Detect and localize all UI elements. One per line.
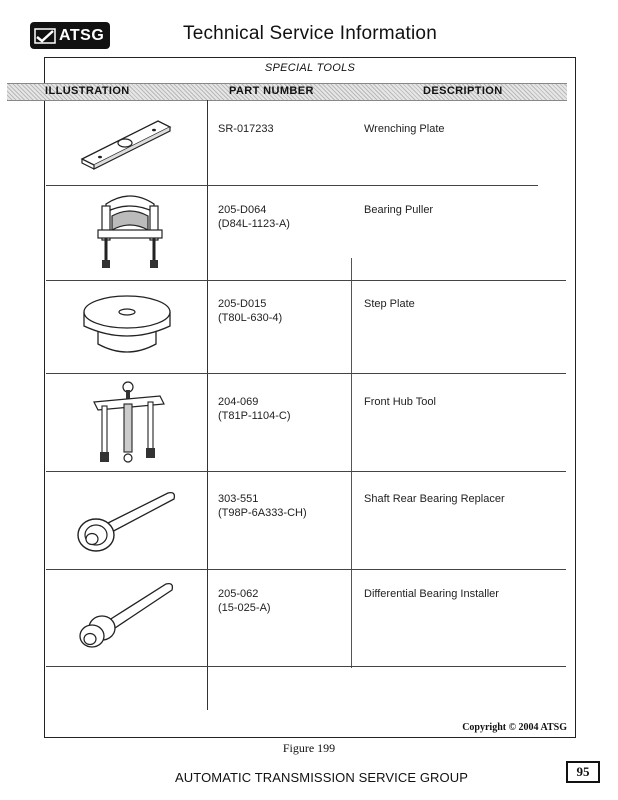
part-number: 205-D064 (D84L-1123-A)	[218, 204, 290, 230]
column-header-illustration: ILLUSTRATION	[45, 85, 130, 97]
description: Step Plate	[364, 298, 415, 310]
page-number: 95	[566, 761, 600, 783]
description: Wrenching Plate	[364, 123, 445, 135]
footer-text: AUTOMATIC TRANSMISSION SERVICE GROUP	[175, 770, 469, 785]
description: Shaft Rear Bearing Replacer	[364, 493, 505, 505]
bearing-puller-icon	[96, 190, 164, 272]
part-number: 205-D015 (T80L-630-4)	[218, 298, 283, 324]
part-number: 204-069 (T81P-1104-C)	[218, 396, 291, 422]
shaft-rear-bearing-replacer-icon	[70, 483, 178, 555]
column-divider	[351, 258, 352, 668]
part-number: 205-062 (15-025-A)	[218, 588, 271, 614]
row-divider	[46, 569, 566, 570]
column-header-part-number: PART NUMBER	[229, 85, 314, 97]
front-hub-tool-icon	[90, 380, 168, 468]
wrenching-plate-icon	[78, 113, 174, 173]
differential-bearing-installer-icon	[70, 578, 178, 654]
part-number: SR-017233	[218, 123, 274, 135]
step-plate-icon	[82, 292, 172, 358]
table-header	[7, 83, 567, 101]
row-divider	[46, 373, 566, 374]
row-divider	[46, 666, 566, 667]
row-divider	[46, 185, 538, 186]
checkmark-icon	[34, 28, 56, 44]
logo-text: ATSG	[59, 26, 105, 44]
description: Front Hub Tool	[364, 396, 436, 408]
row-divider	[46, 471, 566, 472]
row-divider	[46, 280, 566, 281]
table-caption: SPECIAL TOOLS	[264, 62, 356, 74]
column-header-description: DESCRIPTION	[423, 85, 503, 97]
copyright-text: Copyright © 2004 ATSG	[462, 722, 567, 733]
description: Differential Bearing Installer	[364, 588, 499, 600]
description: Bearing Puller	[364, 204, 434, 216]
part-number: 303-551 (T98P-6A333-CH)	[218, 493, 307, 519]
page-title: Technical Service Information	[183, 23, 437, 44]
figure-caption: Figure 199	[282, 741, 336, 755]
atsg-logo	[30, 22, 110, 49]
column-divider	[207, 100, 208, 710]
